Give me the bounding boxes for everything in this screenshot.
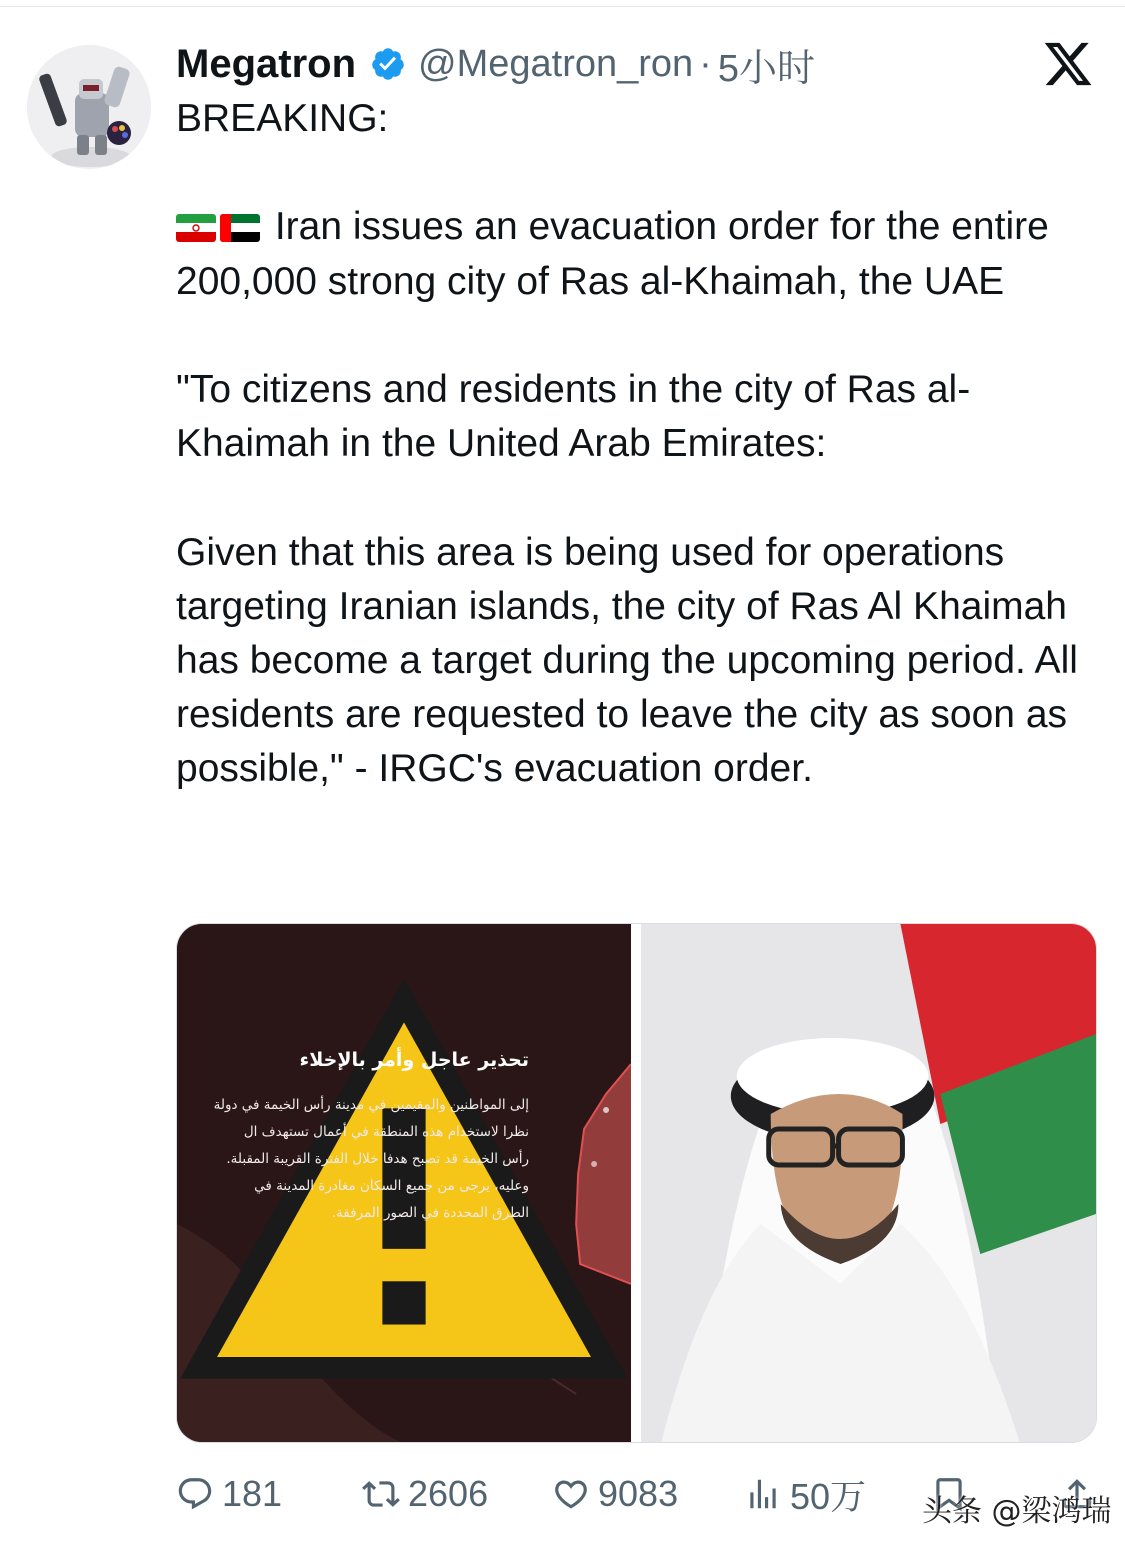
toutiao-watermark: 头条 @梁鸿瑞 <box>922 1494 1112 1529</box>
warning-line: إلى المواطنين والمقيمين في مدينة رأس الخيمة في دولة <box>213 1097 530 1113</box>
evacuation-warning-title: تحذير عاجل وأمر بالإخلاء <box>299 1049 530 1071</box>
reply-button[interactable] <box>176 1466 282 1522</box>
warning-line: وعليه، يرجى من جميع السكان مغادرة المدينة في <box>254 1178 530 1194</box>
separator-dot: · <box>699 42 712 85</box>
avatar[interactable] <box>27 45 151 169</box>
tweet-body <box>176 92 1106 797</box>
tweet-line: BREAKING: <box>176 97 389 140</box>
tweet-line <box>176 200 1106 308</box>
tweet-line-blank <box>176 146 1106 200</box>
verified-badge-icon <box>370 46 406 82</box>
top-divider <box>0 6 1125 7</box>
tweet-line: "To citizens and residents in the city of Ras al-Khaimah in the United Arab Emirates: <box>176 367 971 466</box>
media-grid <box>176 923 1097 1443</box>
portrait-illustration <box>641 924 1096 1443</box>
warning-line: نظرا لاستخدام هذه المنطقة في أعمال تستهدف ال <box>243 1124 530 1140</box>
post-time[interactable]: 5小时 <box>717 47 815 90</box>
evacuation-map-image[interactable] <box>177 924 631 1443</box>
author-name[interactable]: Megatron <box>176 41 356 86</box>
warning-line: الطرق المحددة في الصور المرفقة. <box>331 1205 530 1221</box>
uae-flag-icon <box>220 214 260 242</box>
avatar-robot-figure <box>27 45 151 169</box>
warning-line: رأس الخيمة قد تصبح هدفا خلال الفترة القريبة المقبلة. <box>226 1151 530 1167</box>
portrait-image[interactable] <box>641 924 1096 1443</box>
views-count: 50万 <box>790 1475 867 1517</box>
reply-count: 181 <box>222 1473 283 1514</box>
repost-icon <box>362 1475 400 1513</box>
iran-flag-icon <box>176 214 216 242</box>
repost-button[interactable] <box>362 1466 488 1522</box>
heart-icon <box>552 1475 590 1513</box>
tweet-headline-text: Iran issues an evacuation order for the entire 200,000 strong city of Ras al-Khaimah, the UAE <box>176 205 1049 303</box>
tweet-header <box>176 40 936 88</box>
media-divider <box>631 924 641 1443</box>
x-logo-icon[interactable] <box>1042 38 1094 90</box>
tweet-line: Given that this area is being used for operations targeting Iranian islands, the city of Ras Al Khaimah has become a target during the upcoming period. All residents are requested to leave the city as soon as possible," - IRGC's evacuation order. <box>176 530 1078 791</box>
like-count: 9083 <box>598 1473 679 1514</box>
tweet-line-blank <box>176 309 1106 363</box>
author-handle[interactable]: @Megatron_ron <box>418 42 694 85</box>
tweet-line-blank <box>176 471 1106 525</box>
views-icon <box>744 1475 782 1513</box>
repost-count: 2606 <box>408 1473 489 1514</box>
like-button[interactable] <box>552 1466 678 1522</box>
evacuation-warning-text <box>176 1092 529 1227</box>
views-button[interactable] <box>744 1466 866 1522</box>
reply-icon <box>176 1475 214 1513</box>
